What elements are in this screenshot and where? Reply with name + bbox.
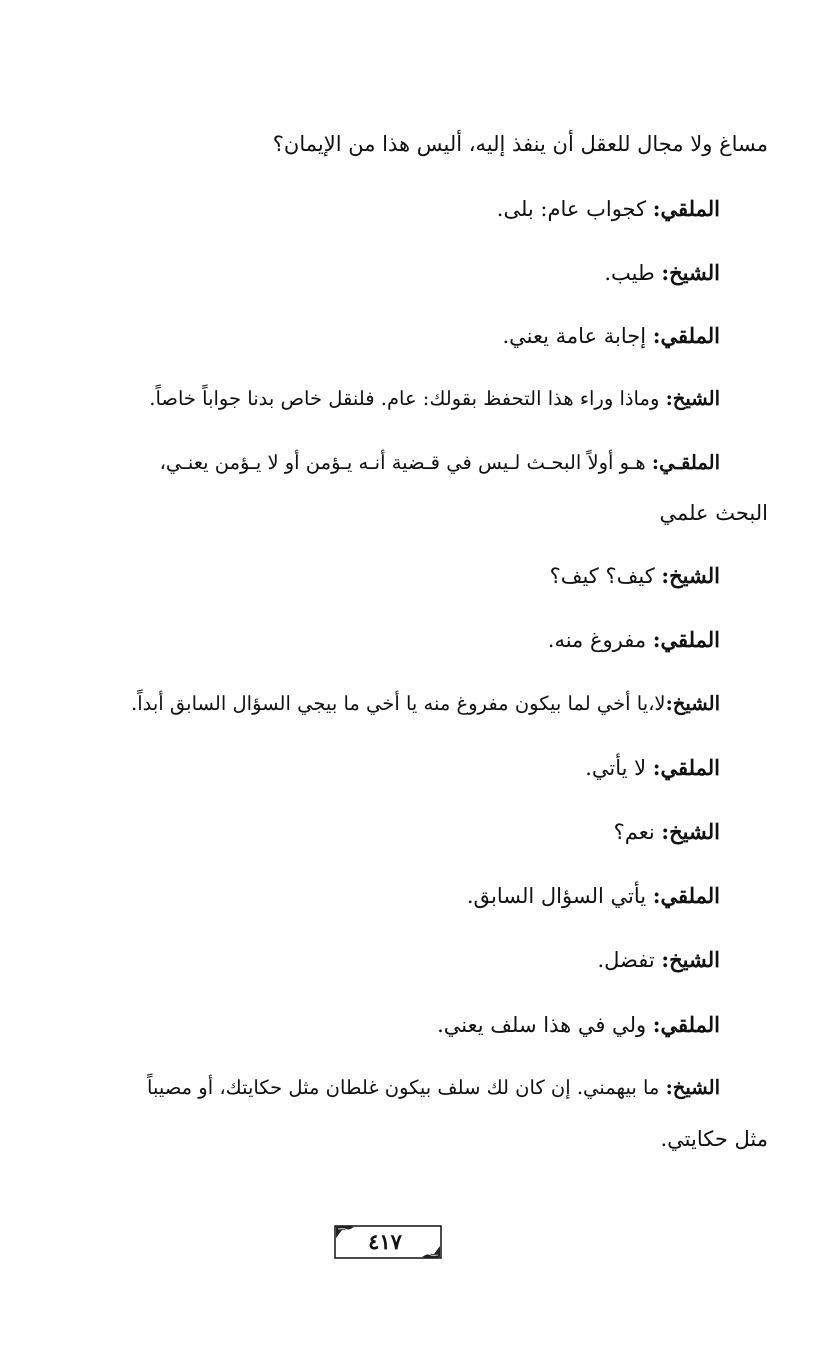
text-line — [30, 817, 768, 847]
text-line — [30, 881, 768, 911]
speaker-label: الشيخ: — [665, 1076, 720, 1099]
text-line — [30, 561, 768, 591]
text-line — [30, 1124, 768, 1154]
text-line — [30, 625, 768, 655]
line-text: يأتي السؤال السابق. — [466, 884, 653, 908]
text-line — [30, 129, 768, 159]
line-text: لا يأتي. — [585, 756, 653, 780]
speaker-label: الملقي: — [652, 883, 720, 908]
speaker-label: الشيخ: — [661, 563, 720, 588]
line-text: كجواب عام: بلى. — [496, 197, 653, 221]
text-line — [30, 321, 768, 351]
page-number-box — [332, 1222, 444, 1262]
page-number: ٤١٧ — [368, 1229, 402, 1254]
text-line — [30, 945, 768, 975]
text-line — [30, 258, 768, 288]
line-text: كيف؟ كيف؟ — [549, 564, 662, 588]
speaker-label: الملقي: — [652, 1012, 720, 1037]
text-line — [30, 384, 768, 414]
text-line — [30, 194, 768, 224]
line-text: طيب. — [604, 261, 662, 285]
speaker-label: الملقـي: — [651, 451, 720, 474]
text-line — [30, 448, 768, 478]
speaker-label: الشيخ: — [661, 819, 720, 844]
line-text: مفروغ منه. — [547, 628, 653, 652]
line-text: هـو أولاً البحـث لـيس في قـضية أنـه يـؤمن أو لا يـؤمن يعنـي، — [159, 451, 652, 474]
line-text: ما بيهمني. إن كان لك سلف بيكون غلطان مثل حكايتك، أو مصيباً — [147, 1076, 666, 1099]
text-line — [30, 1010, 768, 1040]
speaker-label: الشيخ: — [665, 692, 720, 715]
line-text: نعم؟ — [613, 820, 662, 844]
speaker-label: الشيخ: — [661, 260, 720, 285]
line-text: مساغ ولا مجال للعقل أن ينفذ إليه، أليس هذا من الإيمان؟ — [272, 132, 768, 156]
speaker-label: الملقي: — [652, 323, 720, 348]
speaker-label: الملقي: — [652, 196, 720, 221]
speaker-label: الملقي: — [652, 755, 720, 780]
speaker-label: الشيخ: — [661, 947, 720, 972]
text-line — [30, 498, 768, 528]
line-text: لا،يا أخي لما بيكون مفروغ منه يا أخي ما بيجي السؤال السابق أبداً. — [131, 692, 666, 715]
speaker-label: الشيخ: — [665, 387, 720, 410]
speaker-label: الملقي: — [652, 627, 720, 652]
text-line — [30, 753, 768, 783]
text-line — [30, 689, 768, 719]
line-text: تفضل. — [597, 948, 662, 972]
dialogue-text-block — [30, 0, 768, 1180]
line-text: إجابة عامة يعني. — [502, 324, 653, 348]
line-text: وماذا وراء هذا التحفظ بقولك: عام. فلنقل خاص بدنا جواباً خاصاً. — [149, 387, 666, 410]
line-text: مثل حكايتي. — [660, 1127, 768, 1151]
line-text: ولي في هذا سلف يعني. — [437, 1013, 653, 1037]
text-line — [30, 1073, 768, 1103]
line-text: البحث علمي — [659, 501, 768, 525]
